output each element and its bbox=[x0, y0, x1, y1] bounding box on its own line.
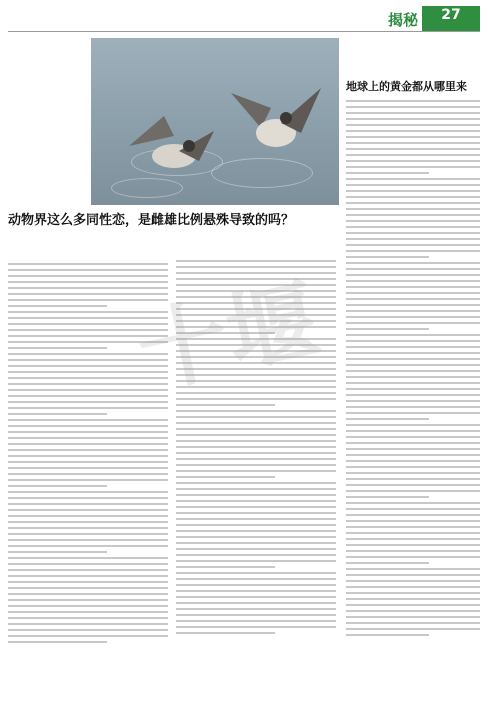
paragraph-block bbox=[346, 502, 480, 564]
issue-badge bbox=[422, 6, 480, 31]
paragraph-block bbox=[346, 424, 480, 498]
paragraph-block bbox=[176, 260, 336, 334]
article-headline: 动物界这么多同性恋，是雌雄比例悬殊导致的吗？ bbox=[8, 213, 295, 228]
bird-left-figure bbox=[119, 106, 219, 186]
paragraph-block bbox=[8, 419, 168, 487]
article-photo bbox=[91, 38, 339, 205]
section-label: 揭秘 bbox=[388, 11, 419, 29]
header-divider bbox=[8, 31, 480, 32]
paragraph-block bbox=[176, 410, 336, 478]
paragraph-block bbox=[176, 482, 336, 568]
paragraph-block bbox=[8, 311, 168, 349]
paragraph-block bbox=[8, 491, 168, 553]
paragraph-block bbox=[176, 338, 336, 406]
paragraph-block bbox=[176, 572, 336, 634]
paragraph-block bbox=[346, 334, 480, 420]
article-column-left bbox=[8, 260, 168, 698]
paragraph-block bbox=[346, 568, 480, 636]
paragraph-block bbox=[8, 557, 168, 643]
paragraph-block bbox=[346, 262, 480, 330]
paragraph-block bbox=[8, 353, 168, 415]
issue-number: 27 bbox=[441, 7, 461, 23]
sidebar-title: 地球上的黄金都从哪里来 bbox=[346, 80, 467, 93]
sidebar-article bbox=[346, 38, 480, 698]
paragraph-block bbox=[8, 263, 168, 307]
paragraph-block bbox=[346, 178, 480, 258]
paragraph-block bbox=[346, 100, 480, 174]
bird-right-figure bbox=[226, 73, 326, 163]
article-column-middle bbox=[176, 260, 336, 698]
